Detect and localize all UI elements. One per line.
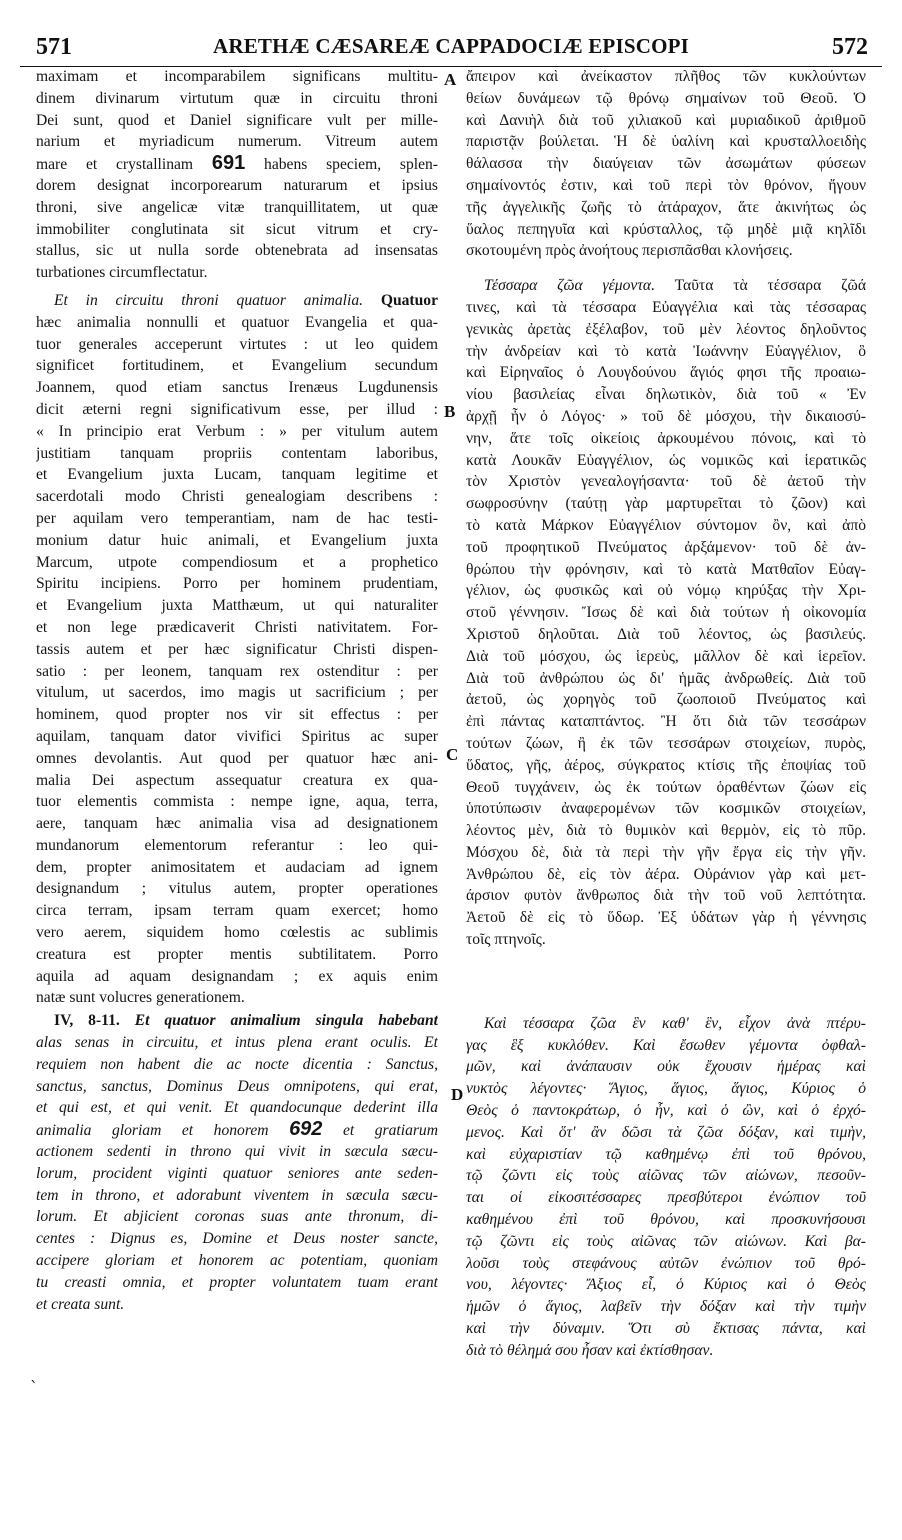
text-line: animalia gloriam et honorem 692 et gratiarum bbox=[36, 1119, 438, 1141]
text-line: mare et crystallinam 691 habens speciem, splen- bbox=[36, 153, 438, 175]
text-line: τῷ ζῶντι εἰς τοὺς αἰῶνας τῶν αἰώνων, πεσοῦν- bbox=[466, 1167, 866, 1185]
text-line: tuor generales acceperunt virtutes : ut leo quidem bbox=[36, 335, 438, 353]
lemma-lead: Et in circuitu throni quatuor animalia. bbox=[54, 291, 364, 309]
text-line: throni, sive angelicæ vitæ tranquillitatem, ut quæ bbox=[36, 198, 438, 216]
text-line: τῆς ἀγγελικῆς ζωῆς τὸ ἀτάραχον, ἅτε ἀκινήτως ὡς bbox=[466, 198, 866, 216]
text-line: τὸ κατὰ Μάρκον Εὐαγγέλιον σύντομον ὂν, καὶ ἀπὸ bbox=[466, 516, 866, 534]
text-line: γας ἓξ κυκλόθεν. Καὶ ἔσωθεν γέμοντα ὀφθαλ- bbox=[466, 1036, 866, 1054]
text-line: τοῦ προφητικοῦ Πνεύματος ἀρξάμενον· τοῦ δὲ ἀν- bbox=[466, 538, 866, 556]
text-line: τὴν ἀνδρείαν καὶ τὸ κατὰ Ἰωάννην Εὐαγγέλιον, ὃ bbox=[466, 342, 866, 360]
text-line: tuor elementis commista : nempe igne, aqua, terra, bbox=[36, 793, 438, 811]
text-line: Joannem, quod etiam sanctus Irenæus Lugdunensis bbox=[36, 379, 438, 397]
text-line: vitulum, ut sacerdos, imo magis ut sacrificium ; per bbox=[36, 684, 438, 702]
text-line: θάλασσα τὴν διαύγειαν τῶν ἀσωμάτων φύσεων bbox=[466, 155, 866, 173]
text-line: τούτων ζώων, ἢ ἐκ τῶν τεσσάρων στοιχείων, πυρὸς, bbox=[466, 734, 866, 752]
column-number: 692 bbox=[289, 1119, 323, 1141]
text-line: παριστᾷν βούλεται. Ἡ δὲ ὑαλίνη καὶ κρυσταλλοειδὴς bbox=[466, 133, 866, 151]
text-line: « In principio erat Verbum : » per vitulum autem bbox=[36, 422, 438, 440]
text-line: λοῦσι τοὺς στεφάνους αὐτῶν ἐνώπιον τοῦ θρό- bbox=[466, 1254, 866, 1272]
text-line: γενικὰς ἀρετὰς ἐξέλαβον, τοῦ μὲν λέοντος δηλοῦντος bbox=[466, 320, 866, 338]
text-line: et Evangelium juxta Matthæum, ut qui naturaliter bbox=[36, 597, 438, 615]
text-line: ἀετοῦ, ὡς χορηγὸς τοῦ ζωοποιοῦ Πνεύματος καὶ bbox=[466, 691, 866, 709]
page-header bbox=[20, 28, 882, 67]
text-line: καὶ τὴν δύναμιν. Ὅτι σὺ ἔκτισας πάντα, καὶ bbox=[466, 1320, 866, 1338]
text-line: Marcum, utpote compendiosum et a prophetico bbox=[36, 553, 438, 571]
text-line: centes : Dignus es, Domine et Deus noster sancte, bbox=[36, 1230, 438, 1248]
stray-mark: ` bbox=[30, 1378, 38, 1397]
text-line: natæ sunt volucres generationem. bbox=[36, 989, 245, 1007]
text-line: dem, propter animositatem et audaciam ad ignem bbox=[36, 858, 438, 876]
text-line: immobiliter conglutinata sit sicut vitrum et cry- bbox=[36, 220, 438, 238]
text-line: καθημένου ἐπὶ τοῦ θρόνου, καὶ προσκυνήσουσι bbox=[466, 1211, 866, 1229]
latin-paragraph-3 bbox=[36, 1010, 438, 1315]
text-line: significet fortitudinem, et Evangelium secundum bbox=[36, 357, 438, 375]
lemma-lead: Τέσσαρα ζῶα γέμοντα. bbox=[484, 277, 656, 295]
text-line: καὶ Εἰρηναῖος ὁ Λουγδούνου ἅγιός φησι τῆς προαιω- bbox=[466, 364, 866, 382]
text-line: narium et myriadicum numerum. Vitreum autem bbox=[36, 133, 438, 151]
text-line: et qui est, et qui venit. Et quandocunque dederint illa bbox=[36, 1099, 438, 1117]
text-line: malia Dei aspectum assequatur creatura ex qua- bbox=[36, 771, 438, 789]
text-line: tu creasti omnia, et propter voluntatem tuam erant bbox=[36, 1273, 438, 1291]
text-line: τῷ ζῶντι εἰς τοὺς αἰῶνας τῶν αἰώνων. Καὶ βα- bbox=[466, 1232, 866, 1250]
text-line: θρώπου τὴν φρόνησιν, καὶ τὸ κατὰ Ματθαῖον Εὐαγ- bbox=[466, 560, 866, 578]
text-line: sacerdotali modo Christi genealogiam describens : bbox=[36, 488, 438, 506]
text-line-body: Quatuor bbox=[380, 291, 438, 309]
text-line: omnes devolantis. Aut quod per quatuor hæc ani- bbox=[36, 749, 438, 767]
text-line-body: Et quatuor animalium singula habebant bbox=[134, 1012, 438, 1030]
text-line: tassis autem et per hæc significatur Christi dispen- bbox=[36, 640, 438, 658]
text-line: aere, tanquam hæc animalia visa ad designationem bbox=[36, 815, 438, 833]
text-line: καὶ Δανιὴλ διὰ τοῦ χιλιακοῦ καὶ μυριαδικοῦ ἀριθμοῦ bbox=[466, 111, 866, 129]
running-title: ARETHÆ CÆSAREÆ CAPPADOCIÆ EPISCOPI bbox=[212, 34, 690, 58]
text-line: dinem divinarum virtutum quæ in circuitu throni bbox=[36, 89, 438, 107]
text-line: ἡμῶν ὁ ἅγιος, λαβεῖν τὴν δόξαν καὶ τὴν τιμὴν bbox=[466, 1298, 866, 1316]
text-line: Μόσχου δὲ, διὰ τὰ περὶ τὴν γῆν ἔργα εἰς τὴν γῆν. bbox=[466, 843, 866, 861]
page-number-left: 571 bbox=[36, 34, 72, 60]
text-line: Χριστοῦ δηλοῦται. Διὰ τοῦ λέοντος, ὡς βασιλεύς. bbox=[466, 625, 866, 643]
text-line: et creata sunt. bbox=[36, 1295, 125, 1313]
text-line: καὶ εὐχαριστίαν τῷ καθημένῳ ἐπὶ τοῦ θρόνου, bbox=[466, 1145, 866, 1163]
text-line: turbationes circumflectatur. bbox=[36, 264, 208, 282]
lemma-lead: IV, 8-11. bbox=[54, 1012, 120, 1030]
text-line-body: Ταῦτα τὰ τέσσαρα ζῶά bbox=[674, 277, 866, 295]
text-line: aquila ad aquam designandam ; ex aquis enim bbox=[36, 967, 438, 985]
text-line: Καὶ τέσσαρα ζῶα ἓν καθ' ἓν, εἶχον ἀνὰ πτέρυ- bbox=[484, 1014, 866, 1032]
text-line: justitiam tanquam propriis contentam laboribus, bbox=[36, 444, 438, 462]
text-line: στοῦ γέννησιν. Ἴσως δὲ καὶ διὰ τούτων ἡ οἰκονομία bbox=[466, 604, 866, 622]
margin-letter-a: A bbox=[444, 70, 457, 89]
text-line: aquilam, tanquam dator vivifici Spiritus ac super bbox=[36, 727, 438, 745]
text-line: Θεὸς ὁ παντοκράτωρ, ὁ ἦν, καὶ ὁ ὢν, καὶ ὁ ἐρχό- bbox=[466, 1102, 866, 1120]
text-line: mundanorum elementorum referantur : leo qui- bbox=[36, 836, 438, 854]
text-line: actionem sedenti in throno qui vivit in sæcula sæcu- bbox=[36, 1143, 438, 1161]
text-line: σωφροσύνην (ταύτῃ γὰρ μαρτυρεῖται τὸ ζῶον) καὶ bbox=[466, 495, 866, 513]
text-line: λέοντος μὲν, διὰ τὸ θυμικὸν καὶ θερμὸν, εἰς τὸ πῦρ. bbox=[466, 822, 866, 840]
text-line: satio : per leonem, tanquam rex ostenditur : per bbox=[36, 662, 438, 680]
margin-letter-c: C bbox=[446, 745, 459, 764]
text-line: σκοτουμένη πρὸς ἀνοήτους περισπᾶσθαι κλονήσεις. bbox=[466, 242, 793, 260]
text-line bbox=[36, 290, 438, 312]
text-line: vero aerem, siquidem homo cœlestis ac sublimis bbox=[36, 924, 438, 942]
text-line: designandum ; vitulus autem, propter operationes bbox=[36, 880, 438, 898]
text-line: Ἀετοῦ δὲ εἰς τὸ ὕδωρ. Ἐξ ὑδάτων γὰρ ἡ γέννησις bbox=[466, 909, 866, 927]
text-line: et Evangelium juxta Lucam, tanquam legitime et bbox=[36, 466, 438, 484]
text-line: Θεοῦ τυγχάνειν, ὡς ἐκ τούτων ὁραθέντων ζώων εἰς bbox=[466, 778, 866, 796]
text-line: creatura est propter mentis subtilitatem. Porro bbox=[36, 945, 438, 963]
text-line: tem in throno, et adorabunt viventem in sæcula sæcu- bbox=[36, 1186, 438, 1204]
text-line: νίου βασιλείας εἶναι δηλωτικὸν, διὰ τοῦ « Ἐν bbox=[466, 386, 866, 404]
page-number-right: 572 bbox=[832, 34, 868, 60]
latin-column bbox=[36, 66, 438, 1315]
text-line: per aquilam vero temperantiam, nam de hac testi- bbox=[36, 509, 438, 527]
text-line: sanctus, sanctus, Dominus Deus omnipotens, qui erat, bbox=[36, 1077, 438, 1095]
text-line: νυκτὸς λέγοντες· Ἅγιος, ἅγιος, ἅγιος, Κύριος ὁ bbox=[466, 1080, 866, 1098]
text-line: ἄπειρον καὶ ἀνείκαστον πλῆθος τῶν κυκλούντων bbox=[466, 68, 866, 85]
text-line: hæc animalia nonnulli et quatuor Evangelia et qua- bbox=[36, 313, 438, 331]
greek-paragraph-1 bbox=[466, 66, 866, 262]
text-line: hominem, quod propter nos vir sit effectus : per bbox=[36, 706, 438, 724]
text-line: monium datur huic animali, et Evangelium juxta bbox=[36, 531, 438, 549]
text-line: νην, ἅτε τοῖς οἰκείοις ἀρκουμένου πόνοις, καὶ τὸ bbox=[466, 429, 866, 447]
text-line: dicit æterni regni significativum esse, per illud : bbox=[36, 400, 438, 418]
latin-paragraph-2 bbox=[36, 290, 438, 1009]
text-line: alas senas in circuitu, et intus plena erant oculis. Et bbox=[36, 1034, 438, 1052]
greek-paragraph-2 bbox=[466, 275, 866, 951]
text-line: Διὰ τοῦ μόσχου, ὡς ἱερεὺς, μᾶλλον δὲ καὶ ἱερεῖον. bbox=[466, 647, 866, 665]
text-line: ἐπὶ πάντας καταπτάντος. Ἢ ὅτι διὰ τῶν τεσσάρων bbox=[466, 713, 866, 731]
column-number: 691 bbox=[211, 153, 246, 175]
text-line: lorum. Et abjicient coronas suas ante thronum, di- bbox=[36, 1208, 438, 1226]
text-line: dorem designat incorporearum naturarum et ipsius bbox=[36, 176, 438, 194]
text-line: accipere gloriam et honorem ac potentiam, quoniam bbox=[36, 1252, 438, 1270]
margin-letter-d: D bbox=[451, 1085, 464, 1104]
text-line: Spiritu incipiens. Porro per hominem prudentiam, bbox=[36, 575, 438, 593]
text-line: γέλιον, ὡς φυσικῶς καὶ οὐ νόμῳ κηρύξας τὴν Χρι- bbox=[466, 582, 866, 600]
text-line: τὸν Χριστὸν γενεαλογήσαντα· τοῦ δὲ ἀετοῦ τὴν bbox=[466, 473, 866, 491]
text-line: requiem non habent die ac nocte dicentia : Sanctus, bbox=[36, 1055, 438, 1073]
text-line: ὕαλος πεπηγυῖα καὶ κρύσταλλος, τῷ μηδὲ μιᾷ κηλῖδι bbox=[466, 220, 866, 238]
text-line: ἀρχῇ ἦν ὁ Λόγος· » τοῦ δὲ μόσχου, τὴν δικαιοσύ- bbox=[466, 407, 866, 425]
text-line bbox=[466, 275, 866, 297]
greek-column bbox=[466, 66, 866, 1362]
text-line: τοῖς πτηνοῖς. bbox=[466, 931, 546, 949]
text-line: ὑποτύπωσιν ἀναφερομένων τῶν κοσμικῶν στοιχείων, bbox=[466, 800, 866, 818]
text-line: maximam et incomparabilem significans multitu- bbox=[36, 68, 438, 85]
text-line: σημαίνοντός ἐστιν, καὶ τοῦ περὶ τὸν θρόνον, ἤγουν bbox=[466, 176, 866, 194]
text-line bbox=[36, 1010, 438, 1032]
text-line: ται οἱ εἰκοσιτέσσαρες πρεσβύτεροι ἐνώπιον τοῦ bbox=[466, 1189, 866, 1207]
latin-paragraph-1 bbox=[36, 66, 438, 284]
text-line: stallus, sic ut nulla sorde obtenebrata ad insensatas bbox=[36, 242, 438, 260]
text-line: Dei sunt, quod et Daniel significare vult per mille- bbox=[36, 111, 438, 129]
text-line: μῶν, καὶ ἀνάπαυσιν οὐκ ἔχουσιν ἡμέρας καὶ bbox=[466, 1058, 866, 1076]
greek-paragraph-3 bbox=[466, 1013, 866, 1362]
text-line: θείων δυνάμεων τῷ θρόνῳ σημαίνων τοῦ Θεοῦ. Ὁ bbox=[466, 89, 866, 107]
text-line: μενος. Καὶ ὅτ' ἂν δῶσι τὰ ζῶα δόξαν, καὶ τιμὴν, bbox=[466, 1123, 866, 1141]
margin-letter-b: B bbox=[444, 402, 456, 421]
text-line: διὰ τὸ θέλημά σου ἦσαν καὶ ἐκτίσθησαν. bbox=[466, 1341, 714, 1359]
text-line: lorum, procident viginti quatuor seniores ante seden- bbox=[36, 1164, 438, 1182]
text-line: circa terram, ipsam terram quam exercet; homo bbox=[36, 902, 438, 920]
text-line: τινες, καὶ τὰ τέσσαρα Εὐαγγέλια καὶ τὰς τέσσαρας bbox=[466, 298, 866, 316]
text-line: νου, λέγοντες· Ἄξιος εἶ, ὁ Κύριος καὶ ὁ Θεὸς bbox=[466, 1276, 866, 1294]
text-line: ὕδατος, γῆς, ἀέρος, σύγκρατος κτίσις τῆς ἐποψίας τοῦ bbox=[466, 756, 866, 774]
text-line: Ἀνθρώπου δὲ, εἰς τὸν ἀέρα. Οὐράνιον γὰρ καὶ μετ- bbox=[466, 865, 866, 883]
text-line: κατὰ Λουκᾶν Εὐαγγέλιον, ὡς νομικῶς καὶ ἱερατικῶς bbox=[466, 451, 866, 469]
text-line: et non lege prædicaverit Christi nativitatem. For- bbox=[36, 618, 438, 636]
text-line: άρσιον φυτὸν ἄνθρωπος διὰ τὴν τοῦ νοῦ λεπτότητα. bbox=[466, 887, 866, 905]
text-line: Διὰ τοῦ ἀνθρώπου ὡς δι' ἡμᾶς ἀνδρωθείς. Διὰ τοῦ bbox=[466, 669, 866, 687]
